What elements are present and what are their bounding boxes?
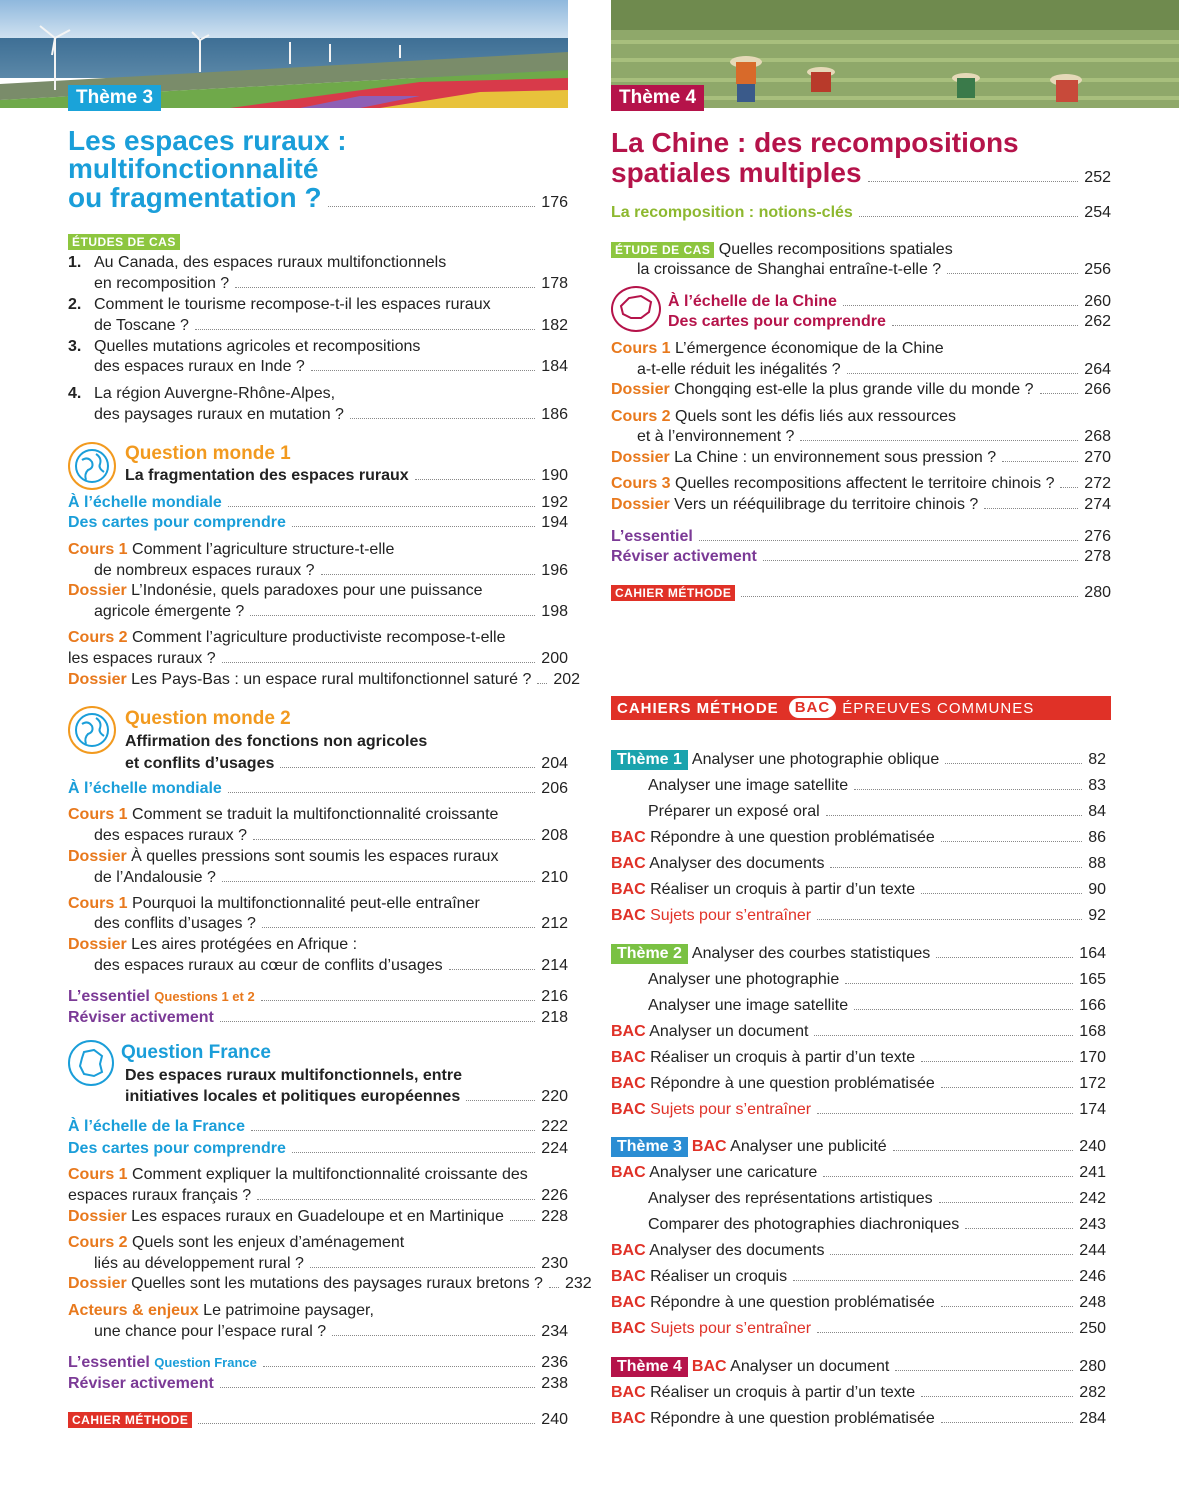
cahier-row-label: Analyser des courbes statistiques — [691, 945, 931, 962]
cahier-row-label: Analyser une photographie oblique — [691, 751, 940, 768]
page-number: 168 — [1079, 1023, 1106, 1040]
cahiers-methode-header: CAHIERS MÉTHODE BAC ÉPREUVES COMMUNES — [611, 696, 1111, 720]
bac-label: BAC — [611, 1164, 646, 1181]
page-number: 165 — [1079, 971, 1106, 988]
bac-label: BAC — [611, 907, 646, 924]
theme3-title-line3: ou fragmentation ? — [68, 182, 322, 213]
theme3-badge: Thème 3 — [68, 85, 161, 111]
qf-item-1-line2[interactable]: espaces ruraux français ? 226 — [68, 1187, 568, 1204]
cahier-row-label: Répondre à une question problématisée — [650, 1410, 935, 1427]
qf-item-1-line1[interactable]: Cours 1 Comment expliquer la multifonctionnalité croissante des — [68, 1166, 528, 1183]
cahier-row-label: Analyser une image satellite — [648, 777, 849, 794]
essentiel-row[interactable]: L’essentiel 276 — [611, 528, 1111, 545]
page-number: 243 — [1079, 1216, 1106, 1233]
page-number: 248 — [1079, 1294, 1106, 1311]
page-number: 83 — [1088, 777, 1106, 794]
cahier-row[interactable] — [611, 1022, 1106, 1042]
page-number: 84 — [1088, 803, 1106, 820]
bac-label: BAC — [611, 1384, 646, 1401]
bac-label: BAC — [611, 1242, 646, 1259]
qf-item-3-line1[interactable]: Cours 2 Quels sont les enjeux d’aménagement — [68, 1234, 405, 1251]
case-3-line2[interactable]: des espaces ruraux en Inde ? 184 — [94, 358, 568, 375]
globe-icon — [68, 442, 116, 490]
page-number: 241 — [1079, 1164, 1106, 1181]
cahier-row[interactable] — [611, 776, 1106, 796]
cahier-row[interactable] — [611, 1137, 1106, 1157]
cahier-row-label: Analyser une image satellite — [648, 997, 849, 1014]
cahier-methode-row[interactable]: CAHIER MÉTHODE 240 — [68, 1410, 568, 1430]
qf-item-5-line1[interactable]: Acteurs & enjeux Le patrimoine paysager, — [68, 1302, 374, 1319]
t4-item-5[interactable]: Cours 3 Quelles recompositions affectent le territoire chinois ? 272 — [611, 475, 1111, 492]
qf-item-2[interactable]: Dossier Les espaces ruraux en Guadeloupe et en Martinique 228 — [68, 1208, 568, 1225]
bac-label: BAC — [611, 1268, 646, 1285]
cahier-row-label: Sujets pour s’entraîner — [650, 1101, 812, 1118]
theme3-title-line2: multifonctionnalité — [68, 153, 319, 184]
echelle-mondiale-row[interactable]: À l’échelle mondiale 192 — [68, 494, 568, 511]
page-number: 170 — [1079, 1049, 1106, 1066]
question-france-row[interactable]: initiatives locales et politiques européennes 220 — [125, 1088, 568, 1105]
page-number: 240 — [1079, 1138, 1106, 1155]
bac-badge: BAC — [789, 698, 837, 718]
cahier-row[interactable] — [611, 996, 1106, 1016]
cahier-row[interactable] — [611, 1163, 1106, 1183]
essentiel-row[interactable]: L’essentiel Questions 1 et 2 216 — [68, 988, 568, 1005]
q2-item-1-line1[interactable]: Cours 1 Comment se traduit la multifonctionnalité croissante — [68, 806, 499, 823]
cahier-row[interactable] — [611, 1293, 1106, 1313]
echelle-france-row[interactable]: À l’échelle de la France 222 — [68, 1118, 568, 1135]
cahier-row[interactable] — [611, 1357, 1106, 1377]
cahier-row-label: Répondre à une question problématisée — [650, 1294, 935, 1311]
page-number: 164 — [1079, 945, 1106, 962]
page-number: 174 — [1079, 1101, 1106, 1118]
cahier-row-label: Analyser une caricature — [649, 1164, 818, 1181]
page-number: 242 — [1079, 1190, 1106, 1207]
cahier-row[interactable] — [611, 1319, 1106, 1339]
theme-badge: Thème 2 — [611, 944, 688, 964]
q2-item-3-line2[interactable]: des conflits d’usages ? 212 — [94, 915, 568, 932]
page-number: 166 — [1079, 997, 1106, 1014]
etude-de-cas-line2[interactable]: la croissance de Shanghai entraîne-t-elle ? 256 — [637, 261, 1111, 278]
bac-label: BAC — [611, 855, 646, 872]
cahier-row-label: Analyser des documents — [649, 1242, 825, 1259]
cartes-row[interactable]: Des cartes pour comprendre 224 — [68, 1140, 568, 1157]
theme3-title-row[interactable] — [68, 183, 568, 218]
page-number: 88 — [1088, 855, 1106, 872]
cahier-row[interactable] — [611, 1409, 1106, 1429]
q1-item-3-line2[interactable]: les espaces ruraux ? 200 — [68, 650, 568, 667]
cahier-row-label: Comparer des photographies diachroniques — [648, 1216, 960, 1233]
qf-item-3-line2[interactable]: liés au développement rural ? 230 — [94, 1255, 568, 1272]
q2-item-4-line1[interactable]: Dossier Les aires protégées en Afrique : — [68, 936, 358, 953]
q1-item-1-line2[interactable]: de nombreux espaces ruraux ? 196 — [94, 562, 568, 579]
theme-badge: Thème 1 — [611, 750, 688, 770]
cahier-row-label: Répondre à une question problématisée — [650, 829, 935, 846]
t4-item-4[interactable]: Dossier La Chine : un environnement sous pression ? 270 — [611, 449, 1111, 466]
bac-label: BAC — [691, 1358, 727, 1375]
cahier-row[interactable] — [611, 1100, 1106, 1120]
echelle-chine-row[interactable]: À l’échelle de la Chine 260 — [668, 293, 1111, 310]
page-number: 244 — [1079, 1242, 1106, 1259]
bac-label: BAC — [611, 881, 646, 898]
theme-badge: Thème 3 — [611, 1137, 688, 1157]
bac-label: BAC — [691, 1138, 727, 1155]
qf-item-4[interactable]: Dossier Quelles sont les mutations des paysages ruraux bretons ? 232 — [68, 1275, 592, 1292]
q1-item-2-line2[interactable]: agricole émergente ? 198 — [94, 603, 568, 620]
france-map-icon — [68, 1040, 114, 1086]
t4-item-3-line1[interactable]: Cours 2 Quels sont les défis liés aux ressources — [611, 408, 957, 425]
question-monde-1-title: Question monde 1 — [125, 443, 291, 464]
question-france-title: Question France — [121, 1042, 271, 1063]
page-number: 284 — [1079, 1410, 1106, 1427]
essentiel-row[interactable]: L’essentiel Question France 236 — [68, 1354, 568, 1371]
qf-item-5-line2[interactable]: une chance pour l’espace rural ? 234 — [94, 1323, 568, 1340]
t4-item-2[interactable]: Dossier Chongqing est-elle la plus grande ville du monde ? 266 — [611, 381, 1111, 398]
cahier-row[interactable] — [611, 1189, 1106, 1209]
page-number: 282 — [1079, 1384, 1106, 1401]
q2-item-2-line1[interactable]: Dossier À quelles pressions sont soumis les espaces ruraux — [68, 848, 499, 865]
t4-item-1-line1[interactable]: Cours 1 L’émergence économique de la Chine — [611, 340, 944, 357]
cahier-row[interactable] — [611, 750, 1106, 770]
reviser-row[interactable]: Réviser activement 278 — [611, 548, 1111, 565]
q2-item-1-line2[interactable]: des espaces ruraux ? 208 — [94, 827, 568, 844]
cahier-row[interactable] — [611, 1267, 1106, 1287]
cahier-row-label: Répondre à une question problématisée — [650, 1075, 935, 1092]
cahier-row[interactable] — [611, 970, 1106, 990]
case-4-line2[interactable]: des paysages ruraux en mutation ? 186 — [94, 406, 568, 423]
cahier-row-label: Sujets pour s’entraîner — [650, 907, 812, 924]
q1-item-2-line1[interactable]: Dossier L’Indonésie, quels paradoxes pour une puissance — [68, 582, 483, 599]
case-3-line1[interactable]: 3. Quelles mutations agricoles et recompositions — [68, 338, 421, 355]
bac-label: BAC — [611, 1410, 646, 1427]
case-2-line1[interactable]: 2. Comment le tourisme recompose-t-il les espaces ruraux — [68, 296, 491, 313]
cahier-row-label: Analyser des documents — [649, 855, 825, 872]
bac-label: BAC — [611, 1075, 646, 1092]
cahier-row[interactable] — [611, 1048, 1106, 1068]
theme-badge: Thème 4 — [611, 1357, 688, 1377]
reviser-row[interactable]: Réviser activement 238 — [68, 1375, 568, 1392]
page-number: 246 — [1079, 1268, 1106, 1285]
etudes-de-cas-tag: ÉTUDES DE CAS — [68, 234, 180, 250]
cahier-row-label: Sujets pour s’entraîner — [650, 1320, 812, 1337]
cartes-row[interactable]: Des cartes pour comprendre 262 — [668, 313, 1111, 330]
bac-label: BAC — [611, 1023, 646, 1040]
cahier-row-label: Réaliser un croquis à partir d’un texte — [650, 1049, 916, 1066]
theme3-title-line1: Les espaces ruraux : — [68, 125, 347, 156]
cahier-row-label: Analyser un document — [730, 1358, 890, 1375]
case-2-line2[interactable]: de Toscane ? 182 — [94, 317, 568, 334]
case-1-line2[interactable]: en recomposition ? 178 — [94, 275, 568, 292]
cahier-row[interactable] — [611, 802, 1106, 822]
notions-cles-row[interactable]: La recomposition : notions-clés 254 — [611, 204, 1111, 221]
cahier-row[interactable] — [611, 906, 1106, 926]
cahier-row[interactable] — [611, 1383, 1106, 1403]
case-1-line1[interactable]: 1. Au Canada, des espaces ruraux multifonctionnels — [68, 254, 447, 271]
china-map-icon — [611, 286, 661, 332]
page-number: 176 — [541, 194, 568, 211]
cahier-row[interactable] — [611, 854, 1106, 874]
question-monde-1-row[interactable]: La fragmentation des espaces ruraux 190 — [125, 467, 568, 484]
q1-item-3-line1[interactable]: Cours 2 Comment l’agriculture productiviste recompose-t-elle — [68, 629, 506, 646]
theme4-title-row[interactable]: spatiales multiples 252 — [611, 157, 1111, 188]
theme4-title-line1: La Chine : des recompositions — [611, 127, 1019, 158]
qf-subtitle-line1: Des espaces ruraux multifonctionnels, entre — [125, 1067, 462, 1084]
q2-item-2-line2[interactable]: de l’Andalousie ? 210 — [94, 869, 568, 886]
reviser-row[interactable]: Réviser activement 218 — [68, 1009, 568, 1026]
page-number: 90 — [1088, 881, 1106, 898]
cahier-row[interactable] — [611, 1215, 1106, 1235]
cahier-row-label: Réaliser un croquis — [650, 1268, 788, 1285]
cahier-row-label: Analyser une photographie — [648, 971, 840, 988]
bac-label: BAC — [611, 1320, 646, 1337]
bac-label: BAC — [611, 1101, 646, 1118]
page-number: 250 — [1079, 1320, 1106, 1337]
t4-item-1-line2[interactable]: a-t-elle réduit les inégalités ? 264 — [637, 361, 1111, 378]
page-number: 86 — [1088, 829, 1106, 846]
etude-de-cas-line1[interactable]: ÉTUDE DE CAS Quelles recompositions spatiales — [611, 240, 953, 260]
question-monde-2-title: Question monde 2 — [125, 708, 291, 729]
q2-subtitle-line1: Affirmation des fonctions non agricoles — [125, 733, 428, 750]
cahier-row[interactable] — [611, 828, 1106, 848]
bac-label: BAC — [611, 1294, 646, 1311]
q2-item-3-line1[interactable]: Cours 1 Pourquoi la multifonctionnalité peut-elle entraîner — [68, 895, 480, 912]
cahier-row-label: Préparer un exposé oral — [648, 803, 820, 820]
cahier-row[interactable] — [611, 1074, 1106, 1094]
bac-label: BAC — [611, 1049, 646, 1066]
q1-item-1-line1[interactable]: Cours 1 Comment l’agriculture structure-t-elle — [68, 541, 395, 558]
page-number: 92 — [1088, 907, 1106, 924]
page-number: 280 — [1079, 1358, 1106, 1375]
cahier-row[interactable] — [611, 880, 1106, 900]
cahier-row-label: Réaliser un croquis à partir d’un texte — [650, 1384, 916, 1401]
page-number: 82 — [1088, 751, 1106, 768]
theme4-badge: Thème 4 — [611, 85, 704, 111]
cahier-row-label: Analyser un document — [649, 1023, 809, 1040]
cahier-row-label: Analyser une publicité — [730, 1138, 887, 1155]
cahier-methode-row[interactable]: CAHIER MÉTHODE 280 — [611, 583, 1111, 603]
t4-item-6[interactable]: Dossier Vers un rééquilibrage du territoire chinois ? 274 — [611, 496, 1111, 513]
bac-label: BAC — [611, 829, 646, 846]
cahier-row-label: Analyser des représentations artistiques — [648, 1190, 933, 1207]
q1-item-4[interactable]: Dossier Les Pays-Bas : un espace rural multifonctionnel saturé ? 202 — [68, 671, 581, 688]
question-monde-2-row[interactable]: et conflits d’usages 204 — [125, 755, 568, 772]
cahier-row[interactable] — [611, 1241, 1106, 1261]
cartes-row[interactable]: Des cartes pour comprendre 194 — [68, 514, 568, 531]
t4-item-3-line2[interactable]: et à l’environnement ? 268 — [637, 428, 1111, 445]
cahier-row[interactable] — [611, 944, 1106, 964]
echelle-mondiale-row[interactable]: À l’échelle mondiale 206 — [68, 780, 568, 797]
page-number: 172 — [1079, 1075, 1106, 1092]
case-4-line1[interactable]: 4. La région Auvergne-Rhône-Alpes, — [68, 385, 336, 402]
q2-item-4-line2[interactable]: des espaces ruraux au cœur de conflits d’usages 214 — [94, 957, 568, 974]
globe-icon — [68, 706, 116, 754]
cahier-row-label: Réaliser un croquis à partir d’un texte — [650, 881, 916, 898]
